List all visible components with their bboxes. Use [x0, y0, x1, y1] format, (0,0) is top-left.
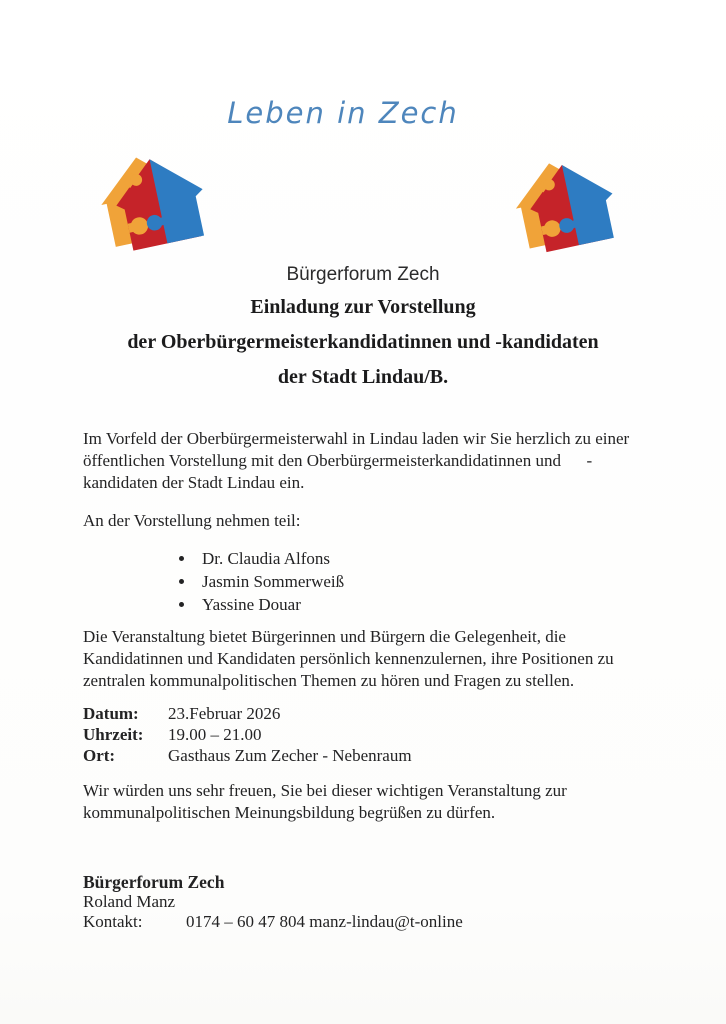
closing-paragraph [83, 780, 656, 824]
location-value: Gasthaus Zum Zecher - Nebenraum [168, 746, 412, 765]
event-details [83, 704, 656, 766]
participant-item: • Jasmin Sommerweiß [196, 570, 656, 593]
signature-block [83, 872, 656, 932]
location-label: Ort: [83, 746, 116, 765]
footer-contact-name: Roland Manz [83, 892, 176, 911]
document-title-line-2: der Oberbürgermeisterkandidatinnen und -kandidaten [127, 331, 599, 353]
intro-line: Im Vorfeld der Oberbürgermeisterwahl in Lindau laden wir Sie herzlich zu einer [83, 429, 630, 448]
intro-line: kandidaten der Stadt Lindau ein. [83, 473, 305, 492]
closing-line: kommunalpolitischen Meinungsbildung begrüßen zu dürfen. [83, 803, 496, 822]
house-puzzle-logo-icon [503, 140, 635, 262]
participants-list [178, 547, 656, 616]
closing-line: Wir würden uns sehr freuen, Sie bei dieser wichtigen Veranstaltung zur [83, 781, 567, 800]
description-paragraph [83, 626, 656, 692]
description-line: zentralen kommunalpolitischen Themen zu hören und Fragen zu stellen. [83, 671, 575, 690]
organization-name: Bürgerforum Zech [286, 264, 440, 285]
house-puzzle-logo-right [503, 140, 635, 262]
footer-contact-row [83, 912, 656, 932]
description-line: Die Veranstaltung bietet Bürgerinnen und Bürgern die Gelegenheit, die [83, 627, 566, 646]
participant-item: • Yassine Douar [196, 593, 656, 616]
house-puzzle-logo-left [88, 133, 226, 261]
date-value: 23.Februar 2026 [168, 704, 281, 723]
document-title-line-1: Einladung zur Vorstellung [250, 296, 476, 318]
footer-organization: Bürgerforum Zech [83, 872, 225, 892]
title-block [0, 264, 726, 395]
contact-value: 0174 – 60 47 804 manz-lindau@t-online [186, 912, 463, 931]
detail-row-time [83, 725, 656, 745]
intro-paragraph [83, 428, 656, 494]
document-title-line-3: der Stadt Lindau/B. [277, 366, 449, 388]
description-line: Kandidatinnen und Kandidaten persönlich kennenzulernen, ihre Positionen zu [83, 649, 614, 668]
contact-label: Kontakt: [83, 912, 143, 931]
time-label: Uhrzeit: [83, 725, 144, 744]
house-puzzle-logo-icon [88, 133, 226, 261]
document-body [0, 428, 726, 932]
date-label: Datum: [83, 704, 139, 723]
participants-intro: An der Vorstellung nehmen teil: [83, 511, 301, 530]
detail-row-location [83, 746, 656, 766]
time-value: 19.00 – 21.00 [168, 725, 262, 744]
participant-item: • Dr. Claudia Alfons [196, 547, 656, 570]
detail-row-date [83, 704, 656, 724]
intro-line: öffentlichen Vorstellung mit den Oberbürgermeisterkandidatinnen und - [83, 451, 593, 470]
motto-text: Leben in Zech [227, 96, 459, 130]
